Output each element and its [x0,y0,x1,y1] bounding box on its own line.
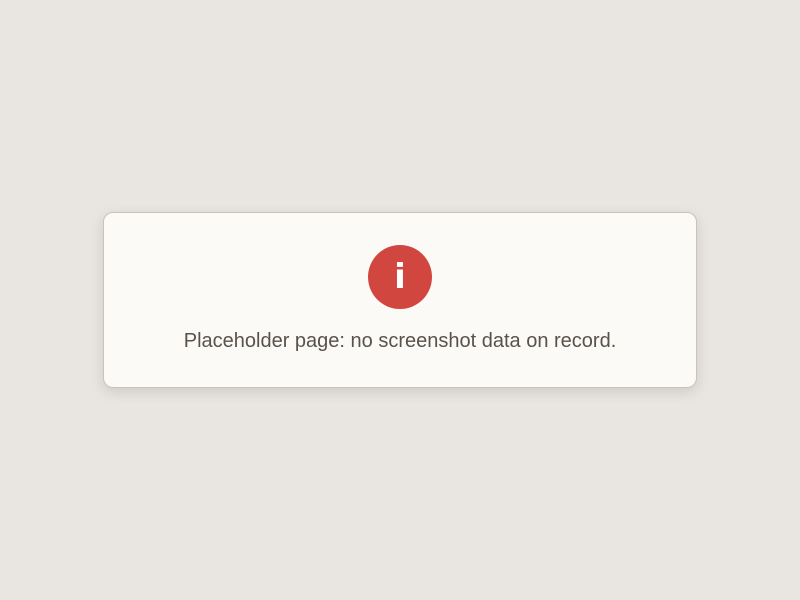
placeholder-card [103,212,697,388]
placeholder-message: Placeholder page: no screenshot data on record. [183,330,617,352]
info-icon: i [368,245,432,309]
